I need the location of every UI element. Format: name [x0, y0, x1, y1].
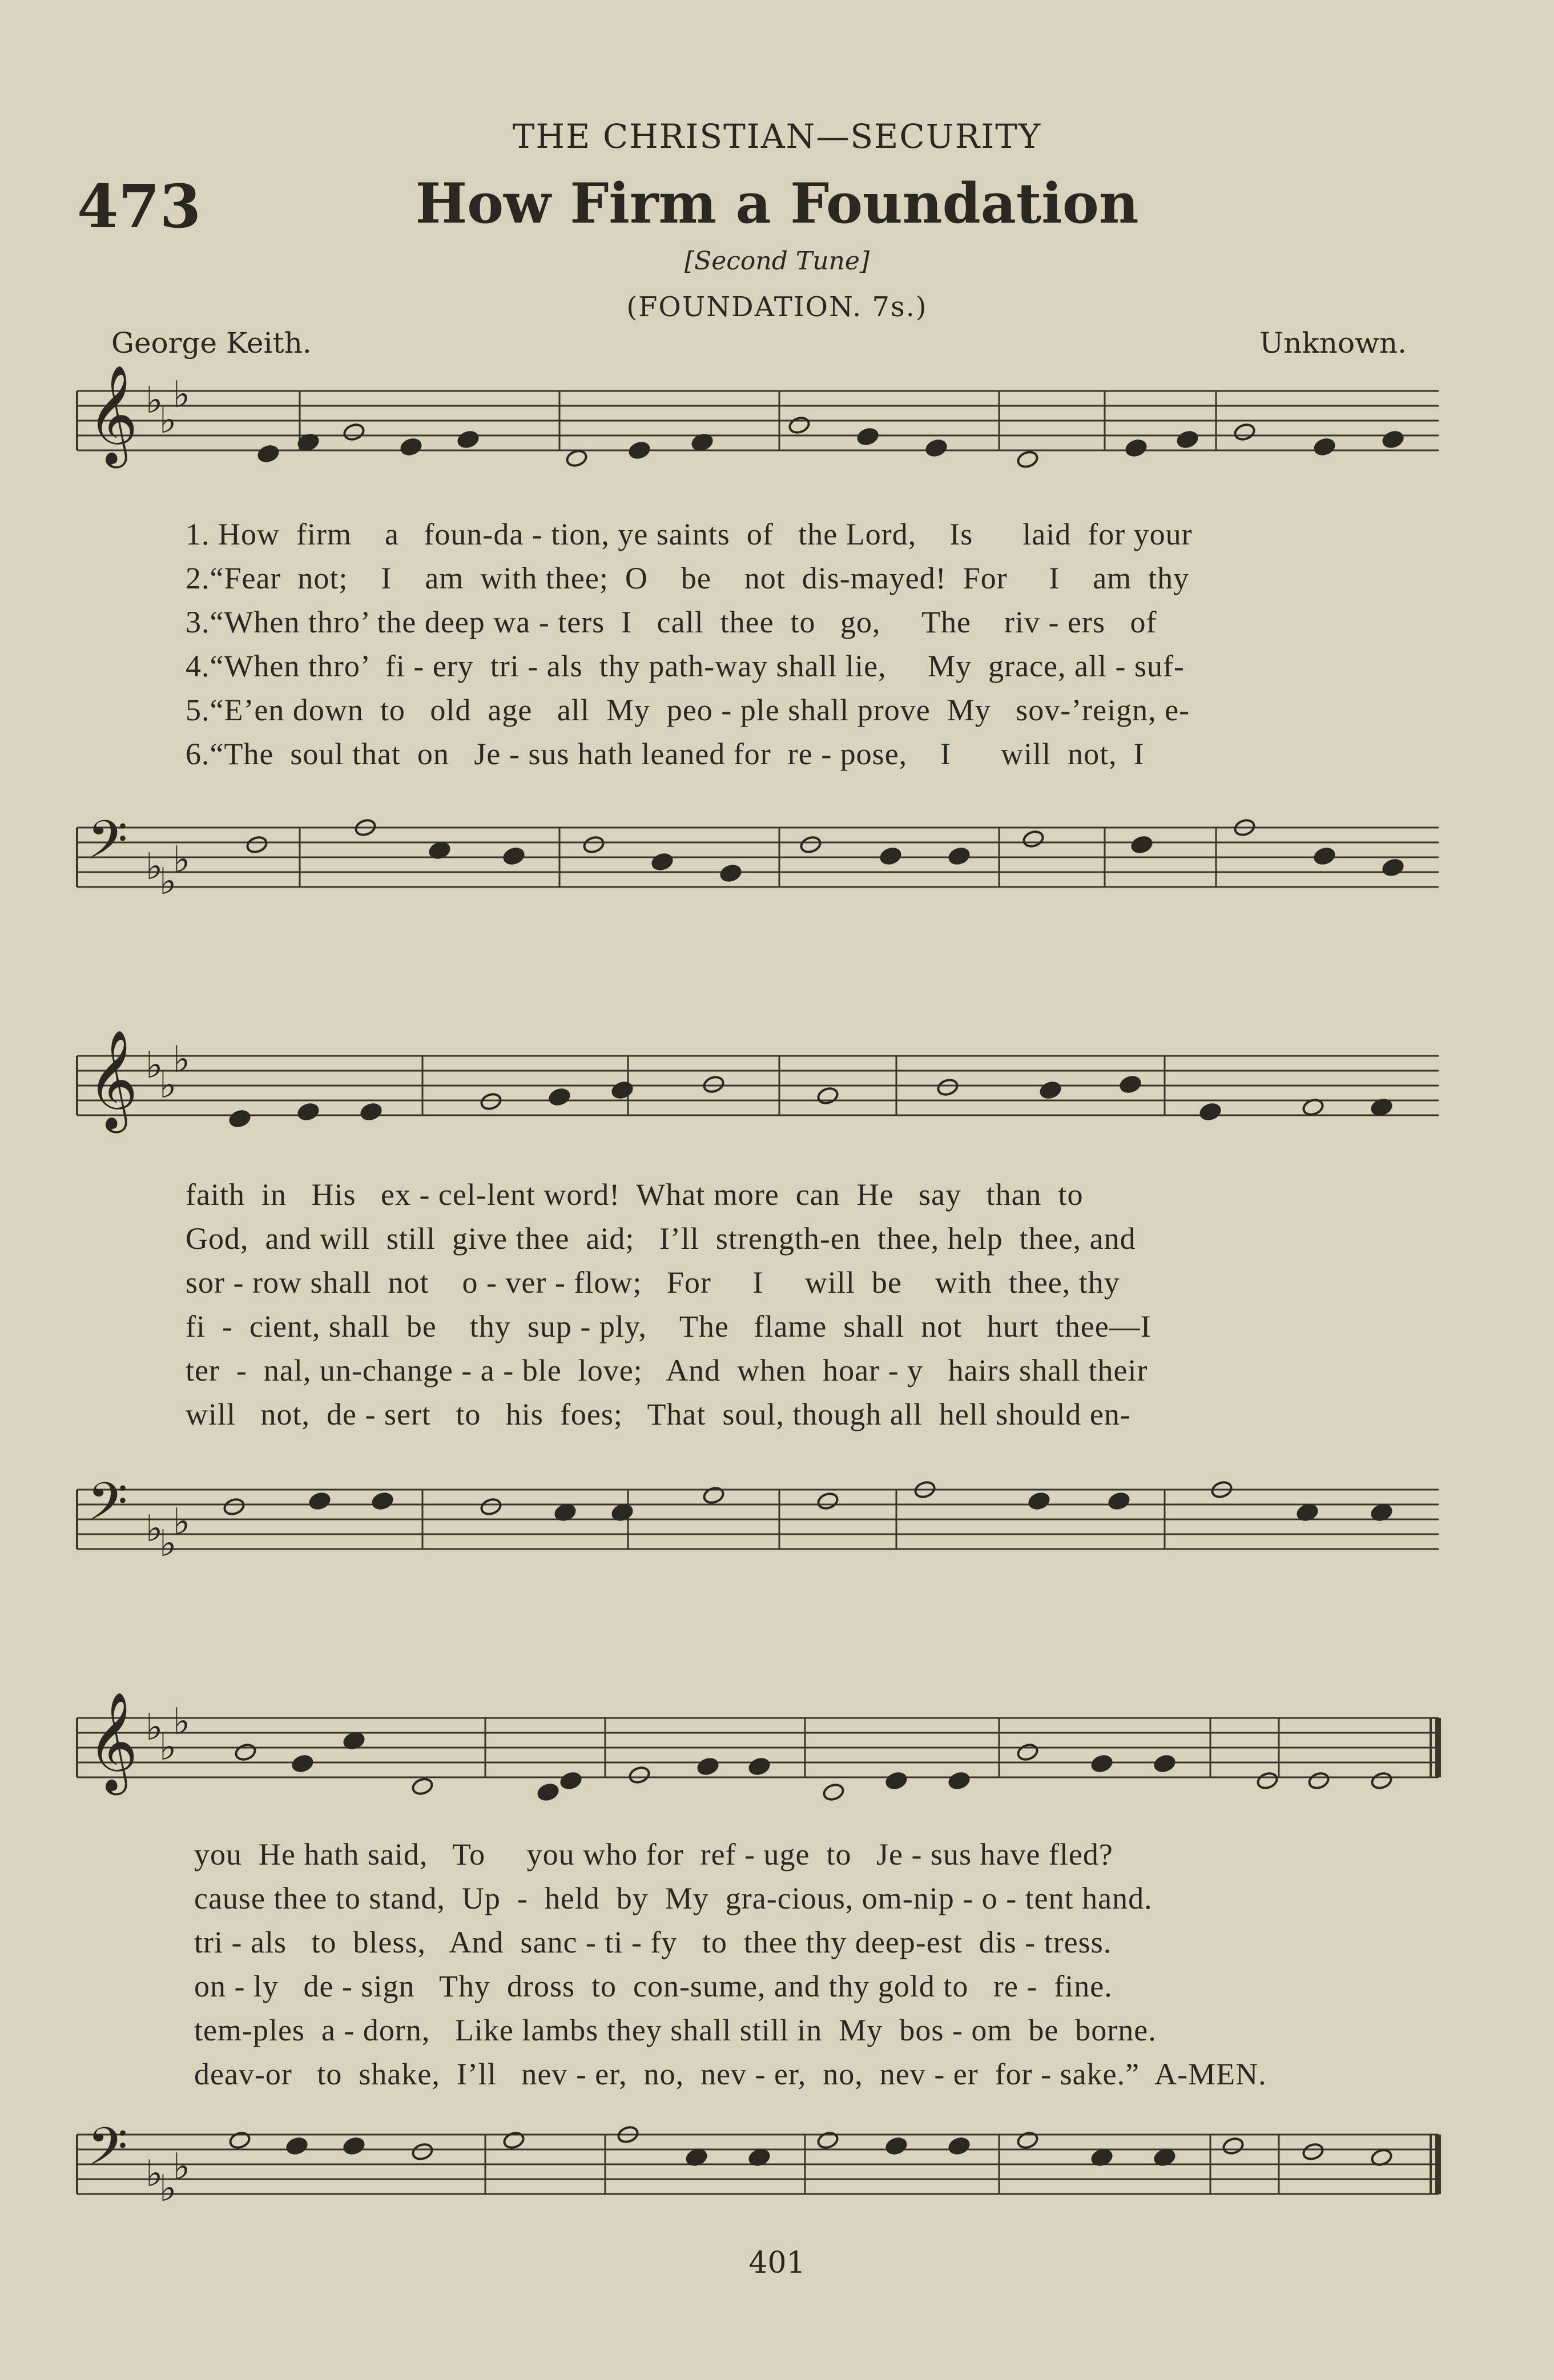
note-head	[1307, 1771, 1330, 1790]
note-head	[651, 852, 674, 872]
note-head	[1199, 1102, 1222, 1122]
note-head	[1016, 2131, 1039, 2150]
lyric-line: fi - cient, shall be thy sup - ply, The flame shall not hurt thee—I	[186, 1309, 1152, 1344]
note-head	[1256, 1771, 1279, 1790]
note-head	[628, 441, 651, 460]
lyric-line: sor - row shall not o - ver - flow; For I will be with thee, thy	[186, 1265, 1120, 1300]
bass-clef-icon: 𝄢	[87, 2116, 128, 2189]
note-head	[948, 2136, 971, 2156]
final-barline-thick	[1435, 2135, 1441, 2194]
flat-icon: ♭	[146, 1508, 163, 1550]
note-head	[1119, 1075, 1142, 1094]
note-head	[400, 437, 422, 457]
note-head	[297, 1102, 320, 1122]
treble-staff-system-2	[0, 1005, 1554, 1153]
note-head	[1382, 430, 1404, 449]
note-head	[565, 449, 588, 468]
note-head	[457, 430, 480, 449]
flat-icon: ♭	[146, 1044, 163, 1087]
note-head	[799, 835, 822, 854]
note-head	[548, 1087, 571, 1107]
lyric-line: cause thee to stand, Up - held by My gra-cious, om-nip - o - tent hand.	[194, 1881, 1153, 1915]
note-head	[822, 1782, 845, 1802]
note-head	[948, 846, 971, 866]
note-head	[702, 1486, 725, 1505]
note-head	[1153, 1754, 1176, 1773]
flat-icon: ♭	[146, 1707, 163, 1749]
note-head	[308, 1491, 331, 1511]
lyric-line: 3.“When thro’ the deep wa - ters I call thee to go, The riv - ers of	[186, 605, 1157, 639]
treble-clef-icon: 𝄞	[87, 365, 138, 464]
note-head	[1039, 1080, 1062, 1100]
note-head	[228, 2131, 251, 2150]
flat-icon: ♭	[173, 1039, 191, 1081]
treble-staff-system-1	[0, 365, 1554, 502]
lyric-line: tri - als to bless, And sanc - ti - fy to thee thy deep-est dis - tress.	[194, 1925, 1112, 1959]
lyric-line: God, and will still give thee aid; I’ll strength-en thee, help thee, and	[186, 1221, 1136, 1256]
note-head	[234, 1742, 257, 1762]
lyric-line: faith in His ex - cel-lent word! What more can He say than to	[186, 1177, 1084, 1212]
note-head	[1382, 858, 1404, 877]
note-head	[925, 438, 948, 458]
hymn-title: How Firm a Foundation	[415, 171, 1139, 236]
lyric-line: you He hath said, To you who for ref - uge to Je - sus have fled?	[194, 1837, 1113, 1871]
note-head	[1016, 1742, 1039, 1762]
page-number: 401	[748, 2246, 806, 2280]
section-title: THE CHRISTIAN—SECURITY	[512, 117, 1042, 156]
hymn-number: 473	[77, 171, 202, 241]
note-head	[748, 1757, 771, 1776]
lyric-line: 5.“E’en down to old age all My peo - ple shall prove My sov-’reign, e-	[186, 693, 1190, 727]
note-head	[719, 864, 742, 883]
bass-staff-system-2	[0, 1450, 1554, 1609]
note-head	[697, 1757, 719, 1776]
flat-icon: ♭	[159, 2168, 177, 2210]
note-head	[702, 1075, 725, 1094]
note-head	[285, 2136, 308, 2156]
final-barline-thick	[1435, 1718, 1441, 1777]
note-head	[291, 1754, 314, 1773]
note-head	[343, 422, 365, 442]
note-head	[1370, 1771, 1393, 1790]
note-head	[480, 1092, 502, 1111]
flat-icon: ♭	[159, 861, 177, 903]
note-head	[1022, 829, 1045, 849]
lyric-line: deav-or to shake, I’ll nev - er, no, nev - er, no, nev - er for - sake.” A-MEN.	[194, 2057, 1267, 2091]
flat-icon: ♭	[173, 839, 191, 881]
note-head	[611, 1080, 634, 1100]
lyric-line: ter - nal, un-change - a - ble love; And when hoar - y hairs shall their	[186, 1353, 1148, 1387]
bass-staff-system-3	[0, 2106, 1554, 2237]
lyric-line: 6.“The soul that on Je - sus hath leaned for re - pose, I will not, I	[186, 737, 1145, 771]
lyric-line: will not, de - sert to his foes; That soul, though all hell should en-	[186, 1397, 1131, 1431]
note-head	[1130, 835, 1153, 854]
note-head	[1108, 1491, 1130, 1511]
note-head	[885, 2136, 908, 2156]
flat-icon: ♭	[173, 1501, 191, 1543]
flat-icon: ♭	[173, 1701, 191, 1743]
note-head	[816, 1491, 839, 1511]
note-head	[936, 1078, 959, 1097]
note-head	[1125, 438, 1148, 458]
flat-icon: ♭	[159, 1726, 177, 1769]
note-head	[371, 1491, 394, 1511]
note-head	[223, 1497, 245, 1516]
note-head	[559, 1771, 582, 1790]
treble-clef-icon: 𝄞	[87, 1692, 138, 1791]
note-head	[537, 1782, 559, 1802]
note-head	[816, 2131, 839, 2150]
lyric-line: tem-ples a - dorn, Like lambs they shall still in My bos - om be borne.	[194, 2013, 1157, 2047]
note-head	[1302, 2142, 1324, 2161]
treble-staff-system-3	[0, 1672, 1554, 1821]
lyric-line: 2.“Fear not; I am with thee; O be not dis-mayed! For I am thy	[186, 561, 1190, 595]
note-head	[228, 1109, 251, 1128]
note-head	[628, 1765, 651, 1785]
lyric-line: 4.“When thro’ fi - ery tri - als thy path-way shall lie, My grace, all - suf-	[186, 649, 1185, 683]
note-head	[885, 1771, 908, 1790]
flat-icon: ♭	[159, 1064, 177, 1107]
lyric-line: 1. How firm a foun-da - tion, ye saints of the Lord, Is laid for your	[186, 517, 1193, 551]
flat-icon: ♭	[146, 2153, 163, 2195]
flat-icon: ♭	[146, 846, 163, 888]
note-head	[1028, 1491, 1050, 1511]
note-head	[360, 1102, 383, 1122]
treble-clef-icon: 𝄞	[87, 1030, 138, 1129]
note-head	[411, 1777, 434, 1796]
tune-name: (FOUNDATION. 7s.)	[626, 291, 928, 323]
note-head	[1176, 430, 1199, 449]
note-head	[788, 416, 811, 435]
flat-icon: ♭	[146, 380, 163, 422]
note-head	[257, 444, 280, 463]
note-head	[816, 1086, 839, 1106]
note-head	[411, 2142, 434, 2161]
note-head	[1016, 450, 1039, 469]
note-head	[1313, 437, 1336, 457]
note-head	[245, 835, 268, 854]
bass-staff-system-1	[0, 788, 1554, 959]
note-head	[948, 1771, 971, 1790]
note-head	[502, 846, 525, 866]
bass-clef-icon: 𝄢	[87, 809, 128, 882]
flat-icon: ♭	[173, 374, 191, 416]
note-head	[856, 427, 879, 446]
note-head	[1222, 2136, 1245, 2156]
note-head	[582, 835, 605, 854]
bass-clef-icon: 𝄢	[87, 1471, 128, 1544]
flat-icon: ♭	[159, 1523, 177, 1565]
composer: Unknown.	[1259, 326, 1407, 360]
note-head	[502, 2131, 525, 2150]
author: George Keith.	[111, 326, 312, 360]
flat-icon: ♭	[173, 2146, 191, 2188]
note-head	[480, 1497, 502, 1516]
second-tune-label: [Second Tune]	[684, 247, 870, 276]
note-head	[1313, 846, 1336, 866]
note-head	[1090, 1754, 1113, 1773]
lyric-line: on - ly de - sign Thy dross to con-sume, and thy gold to re - fine.	[194, 1969, 1113, 2003]
note-head	[1233, 422, 1256, 442]
flat-icon: ♭	[159, 400, 177, 442]
note-head	[343, 2136, 365, 2156]
note-head	[879, 846, 902, 866]
